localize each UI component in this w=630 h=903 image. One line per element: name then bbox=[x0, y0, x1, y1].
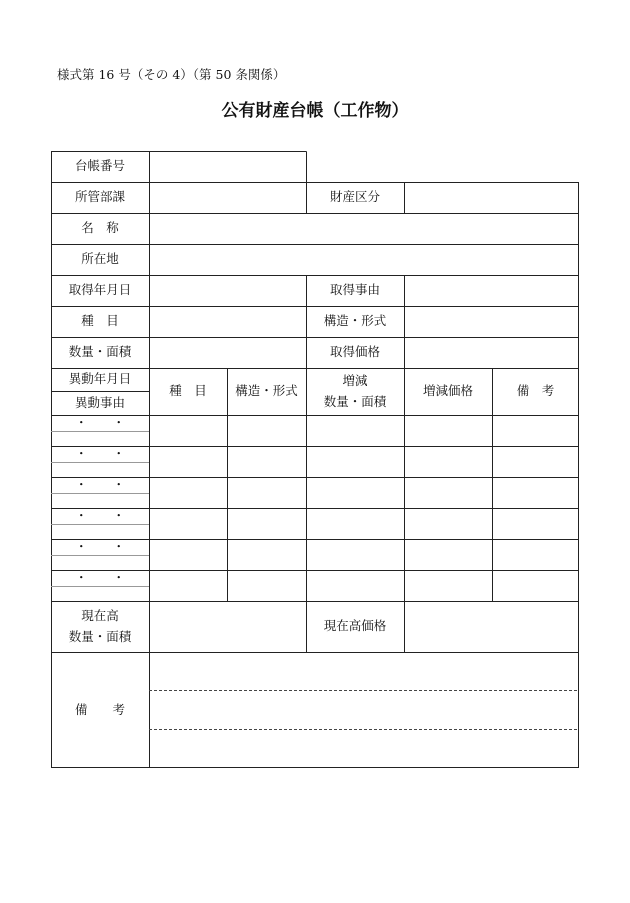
name-label: 名 称 bbox=[81, 220, 119, 236]
change-reason-header: 異動事由 bbox=[74, 394, 125, 410]
kind-label: 種 目 bbox=[81, 313, 119, 329]
current-quantity-label-line2: 数量・面積 bbox=[68, 629, 132, 644]
property-class-label: 財産区分 bbox=[329, 189, 380, 205]
form-number: 様式第 16 号（その 4）（第 50 条関係） bbox=[57, 67, 286, 82]
change-row-4-date: ・ ・ bbox=[74, 507, 125, 523]
change-row-6-date: ・ ・ bbox=[74, 569, 125, 585]
change-remarks-header: 備 考 bbox=[516, 383, 555, 399]
structure-form-label: 構造・形式 bbox=[323, 313, 387, 329]
change-row-1-date: ・ ・ bbox=[74, 414, 125, 430]
change-kind-header: 種 目 bbox=[169, 383, 207, 399]
department-label: 所管部課 bbox=[74, 189, 125, 205]
property-ledger-table bbox=[51, 151, 579, 768]
change-structure-header: 構造・形式 bbox=[235, 383, 298, 399]
acquisition-date-label: 取得年月日 bbox=[68, 282, 132, 298]
change-price-header: 増減価格 bbox=[422, 383, 473, 399]
current-quantity-label bbox=[51, 601, 149, 652]
change-row-5-date: ・ ・ bbox=[74, 538, 125, 554]
document-title: 公有財産台帳（工作物） bbox=[221, 101, 409, 121]
ledger-number-label: 台帳番号 bbox=[74, 158, 125, 174]
change-quantity-header-line1: 増減 bbox=[342, 372, 368, 388]
change-quantity-header-line2: 数量・面積 bbox=[323, 394, 387, 409]
acquisition-price-label: 取得価格 bbox=[329, 344, 380, 360]
remarks-label: 備 考 bbox=[74, 701, 125, 717]
change-date-header: 異動年月日 bbox=[68, 371, 132, 387]
current-price-label: 現在高価格 bbox=[323, 618, 387, 634]
change-row-3-date: ・ ・ bbox=[74, 476, 125, 492]
location-label: 所在地 bbox=[81, 251, 119, 267]
acquisition-reason-label: 取得事由 bbox=[329, 282, 380, 298]
current-quantity-label-line1: 現在高 bbox=[81, 607, 119, 623]
change-quantity-header bbox=[306, 368, 404, 415]
quantity-area-label: 数量・面積 bbox=[68, 344, 132, 360]
change-row-2-date: ・ ・ bbox=[74, 445, 125, 461]
